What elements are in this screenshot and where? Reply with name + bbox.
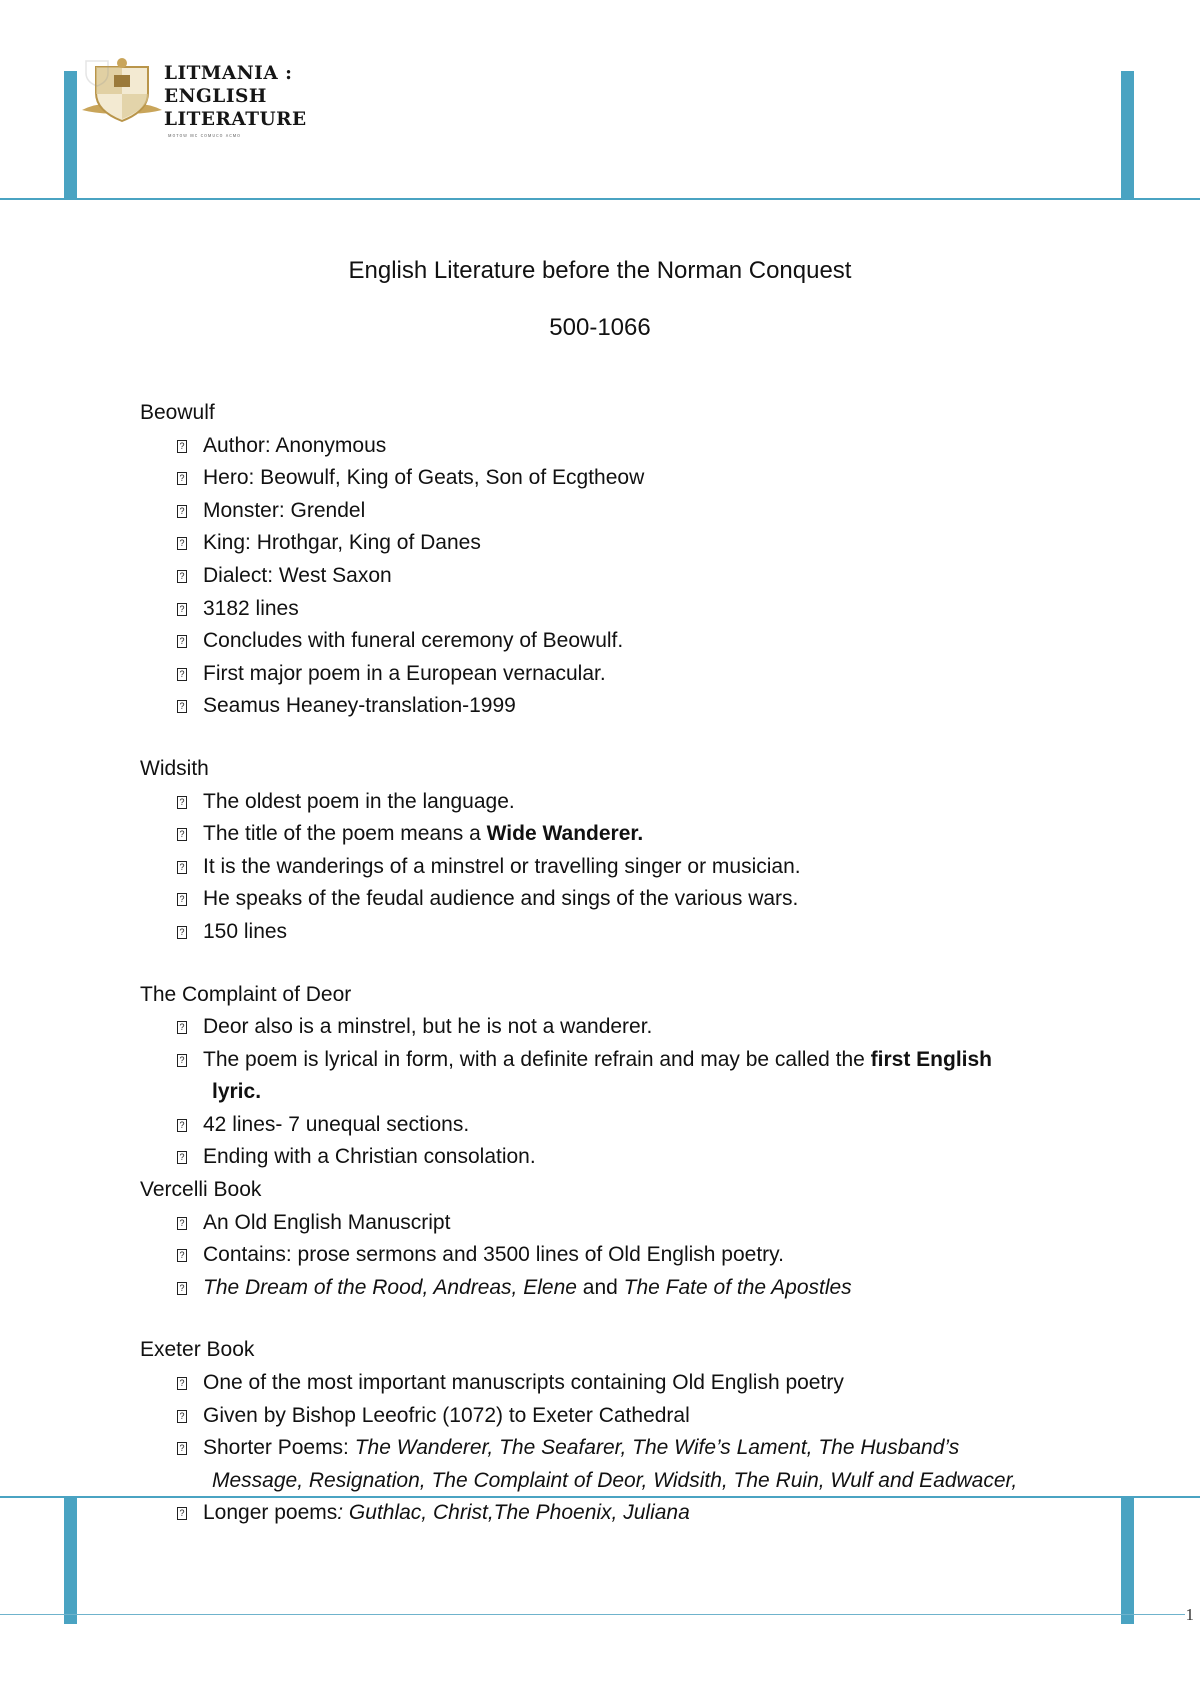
list-item [140, 1400, 1040, 1433]
item-text: Given by Bishop Leeofric (1072) to Exeter Cathedral [203, 1403, 690, 1427]
missing-glyph-icon: ? [177, 635, 187, 648]
missing-glyph-icon: ? [177, 1442, 187, 1455]
item-text: The title of the poem means a [203, 822, 487, 846]
missing-glyph-icon: ? [177, 861, 187, 874]
item-text: One of the most important manuscripts containing Old English poetry [203, 1371, 844, 1395]
item-text: He speaks of the feudal audience and sings of the various wars. [203, 887, 799, 911]
missing-glyph-icon: ? [177, 1054, 187, 1067]
missing-glyph-icon: ? [177, 828, 187, 841]
missing-glyph-icon: ? [177, 796, 187, 809]
list-item [140, 1367, 1040, 1400]
vercelli-list [140, 1207, 1040, 1305]
item-text: It is the wanderings of a minstrel or travelling singer or musician. [203, 854, 801, 878]
italic-titles: The Wanderer, The Seafarer, The Wife’s Lament, The Husband’s [354, 1436, 960, 1460]
list-item [140, 851, 1040, 884]
missing-glyph-icon: ? [177, 1410, 187, 1423]
italic-titles: : Guthlac, Christ,The Phoenix, Juliana [337, 1501, 690, 1525]
item-text: 42 lines- 7 unequal sections. [203, 1112, 470, 1136]
italic-titles: The Fate of the Apostles [623, 1275, 852, 1299]
missing-glyph-icon: ? [177, 472, 187, 485]
document-body [140, 397, 1040, 1530]
italic-titles: The Dream of the Rood, Andreas, Elene [203, 1275, 577, 1299]
list-item [140, 1011, 1040, 1044]
missing-glyph-icon: ? [177, 1217, 187, 1230]
item-text: Author: Anonymous [203, 433, 387, 457]
item-text: Ending with a Christian consolation. [203, 1145, 536, 1169]
item-text: The poem is lyrical in form, with a definite refrain and may be called the [203, 1047, 871, 1071]
item-text: Seamus Heaney-translation-1999 [203, 694, 516, 718]
item-text: Dialect: West Saxon [203, 563, 392, 587]
section-heading-vercelli: Vercelli Book [140, 1178, 262, 1202]
list-item [140, 1239, 1040, 1272]
item-text: Monster: Grendel [203, 498, 366, 522]
section-heading-widsith: Widsith [140, 756, 209, 780]
italic-titles-continued: Message, Resignation, The Complaint of Deor, Widsith, The Ruin, Wulf and Eadwacer, [212, 1468, 1018, 1492]
logo-line: LITERATURE [164, 109, 307, 130]
list-item [140, 818, 1040, 851]
list-item [140, 1497, 1040, 1530]
logo-caption: ᴍᴏᴛᴏᴡ ᴍᴄ ᴄᴏᴍᴜᴄᴏ ᴀᴄᴍᴏ [168, 133, 241, 139]
missing-glyph-icon: ? [177, 700, 187, 713]
logo-wordmark [164, 62, 307, 131]
item-text: Hero: Beowulf, King of Geats, Son of Ecgtheow [203, 466, 645, 490]
deor-list [140, 1011, 1040, 1174]
missing-glyph-icon: ? [177, 668, 187, 681]
date-range: 500-1066 [549, 314, 651, 341]
list-item [140, 786, 1040, 819]
widsith-list [140, 786, 1040, 949]
missing-glyph-icon: ? [177, 1377, 187, 1390]
missing-glyph-icon: ? [177, 537, 187, 550]
item-text: Longer poems [203, 1501, 338, 1525]
faded-crest-icon [80, 55, 114, 89]
item-text: and [576, 1275, 624, 1299]
item-text: 150 lines [203, 919, 288, 943]
emphasis-text: Wide Wanderer. [486, 822, 644, 846]
page-number: 1 [1185, 1605, 1194, 1624]
list-item [140, 593, 1040, 626]
list-item [140, 1207, 1040, 1240]
list-item [140, 1272, 1040, 1305]
logo-line: LITMANIA : [164, 63, 293, 84]
page-bottom-rule [0, 1614, 1185, 1615]
list-item [140, 495, 1040, 528]
list-item [140, 527, 1040, 560]
bottom-left-accent-bar [64, 1497, 77, 1624]
item-text: Contains: prose sermons and 3500 lines of Old English poetry. [203, 1243, 784, 1267]
missing-glyph-icon: ? [177, 1249, 187, 1262]
list-item [140, 658, 1040, 691]
list-item [140, 1141, 1040, 1174]
item-text: First major poem in a European vernacular. [203, 661, 606, 685]
item-text: King: Hrothgar, King of Danes [203, 531, 481, 555]
section-heading-deor: The Complaint of Deor [140, 982, 352, 1006]
list-item [140, 1109, 1040, 1142]
list-item [140, 462, 1040, 495]
top-left-accent-bar [64, 71, 77, 199]
emphasis-text-continued: lyric. [212, 1080, 262, 1104]
missing-glyph-icon: ? [177, 1282, 187, 1295]
section-heading-beowulf: Beowulf [140, 401, 215, 424]
item-text: 3182 lines [203, 596, 299, 620]
missing-glyph-icon: ? [177, 505, 187, 518]
brand-logo [80, 0, 336, 190]
missing-glyph-icon: ? [177, 1021, 187, 1034]
header-rule [0, 198, 1200, 200]
missing-glyph-icon: ? [177, 603, 187, 616]
list-item [140, 560, 1040, 593]
item-text: Deor also is a minstrel, but he is not a wanderer. [203, 1015, 653, 1039]
list-item [140, 625, 1040, 658]
item-text: Shorter Poems: [203, 1436, 355, 1460]
missing-glyph-icon: ? [177, 1151, 187, 1164]
missing-glyph-icon: ? [177, 893, 187, 906]
logo-line: ENGLISH [164, 86, 267, 107]
missing-glyph-icon: ? [177, 926, 187, 939]
list-item [140, 690, 1040, 723]
beowulf-list [140, 430, 1040, 723]
document-title: English Literature before the Norman Conquest [348, 257, 852, 284]
top-right-accent-bar [1121, 71, 1134, 199]
item-text: An Old English Manuscript [203, 1210, 451, 1234]
list-item [140, 1432, 1040, 1497]
missing-glyph-icon: ? [177, 1507, 187, 1520]
missing-glyph-icon: ? [177, 440, 187, 453]
list-item [140, 883, 1040, 916]
missing-glyph-icon: ? [177, 570, 187, 583]
exeter-list [140, 1367, 1040, 1530]
list-item [140, 430, 1040, 463]
emphasis-text: first English [870, 1047, 993, 1071]
section-heading-exeter: Exeter Book [140, 1338, 255, 1362]
item-text: The oldest poem in the language. [203, 789, 515, 813]
list-item [140, 1044, 1040, 1109]
list-item [140, 916, 1040, 949]
item-text: Concludes with funeral ceremony of Beowulf. [203, 629, 624, 653]
missing-glyph-icon: ? [177, 1119, 187, 1132]
bottom-right-accent-bar [1121, 1497, 1134, 1624]
